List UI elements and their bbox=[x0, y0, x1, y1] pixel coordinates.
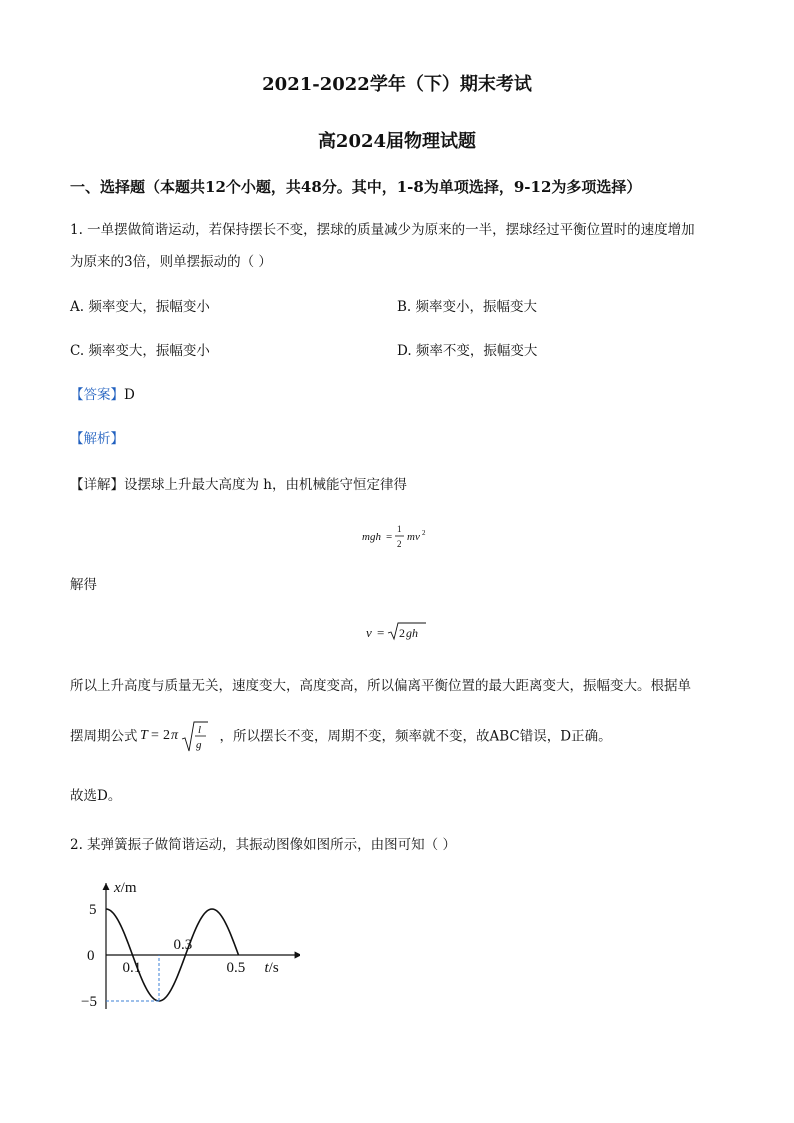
x-axis-label: t/s bbox=[264, 960, 279, 976]
q1-option-b: B. 频率变小，振幅变大 bbox=[397, 299, 538, 315]
equation-v-svg bbox=[364, 620, 434, 644]
page-subtitle: 高2024届物理试题 bbox=[317, 131, 477, 152]
svg-text:mv: mv bbox=[407, 531, 420, 543]
period-formula bbox=[138, 720, 220, 754]
svg-text:2: 2 bbox=[397, 539, 402, 549]
y-tick-label: 5 bbox=[89, 902, 97, 918]
section-heading: 一、选择题（本题共12个小题，共48分。其中，1-8为单项选择，9-12为多项选择） bbox=[70, 178, 642, 196]
y-axis-label: x/m bbox=[114, 880, 137, 896]
svg-text:2: 2 bbox=[399, 626, 405, 640]
svg-text:2: 2 bbox=[422, 529, 426, 537]
analysis-tag: 【解析】 bbox=[70, 431, 124, 447]
svg-text:g: g bbox=[195, 739, 201, 751]
svg-text:l: l bbox=[197, 724, 201, 736]
origin-label: 0 bbox=[87, 948, 95, 964]
x-tick-label: 0.3 bbox=[173, 937, 193, 953]
q1-option-c: C. 频率变大，振幅变小 bbox=[70, 343, 210, 359]
answer-value: D bbox=[124, 387, 135, 403]
q1-detail bbox=[70, 475, 407, 495]
answer-tag: 【答案】 bbox=[70, 387, 124, 403]
y-tick-label: −5 bbox=[81, 994, 97, 1010]
svg-text:=: = bbox=[386, 531, 393, 543]
page-title: 2021-2022学年（下）期末考试 bbox=[262, 74, 532, 95]
x-tick-label: 0.5 bbox=[226, 960, 246, 976]
svg-text:T: T bbox=[139, 728, 148, 743]
svg-text:gh: gh bbox=[406, 626, 418, 640]
svg-text:π: π bbox=[170, 728, 178, 743]
q1-answer bbox=[70, 385, 135, 405]
svg-text:=: = bbox=[150, 728, 159, 743]
svg-text:v: v bbox=[366, 625, 372, 640]
q1-stem-line1: 1. 一单摆做简谐运动，若保持摆长不变，摆球的质量减少为原来的一半，摆球经过平衡位置时的速度增加 bbox=[70, 222, 695, 238]
svg-text:1: 1 bbox=[397, 524, 402, 534]
q1-option-a: A. 频率变大，振幅变小 bbox=[70, 299, 210, 315]
svg-text:mgh: mgh bbox=[362, 531, 381, 543]
conclusion-line2-start: 摆周期公式 bbox=[70, 728, 138, 745]
q1-option-d: D. 频率不变，振幅变大 bbox=[397, 343, 538, 359]
equation-mgh-svg bbox=[360, 518, 440, 558]
svg-text:=: = bbox=[377, 625, 385, 640]
equation-v bbox=[364, 620, 434, 644]
x-tick-label: 0.1 bbox=[122, 960, 142, 976]
q1-stem-line2: 为原来的3倍，则单摆振动的（ ） bbox=[70, 254, 272, 270]
conclusion-line2-end: ，所以摆长不变，周期不变，频率就不变，故ABC错误，D正确。 bbox=[219, 728, 612, 745]
equation-mgh bbox=[360, 518, 440, 558]
svg-text:2: 2 bbox=[162, 728, 170, 743]
conclusion-line1: 所以上升高度与质量无关，速度变大，高度变高，所以偏离平衡位置的最大距离变大，振幅变大。根据单 bbox=[70, 678, 691, 694]
detail-text: 设摆球上升最大高度为 h，由机械能守恒定律得 bbox=[124, 477, 407, 493]
vibration-graph bbox=[80, 875, 300, 1015]
vibration-graph-svg bbox=[80, 875, 300, 1015]
q2-stem: 2. 某弹簧振子做简谐运动，其振动图像如图所示，由图可知（ ） bbox=[70, 837, 456, 853]
detail-tag: 【详解】 bbox=[70, 477, 124, 493]
q1-final: 故选D。 bbox=[70, 788, 122, 804]
solve-label: 解得 bbox=[70, 577, 97, 593]
conclusion-line2 bbox=[70, 720, 612, 754]
